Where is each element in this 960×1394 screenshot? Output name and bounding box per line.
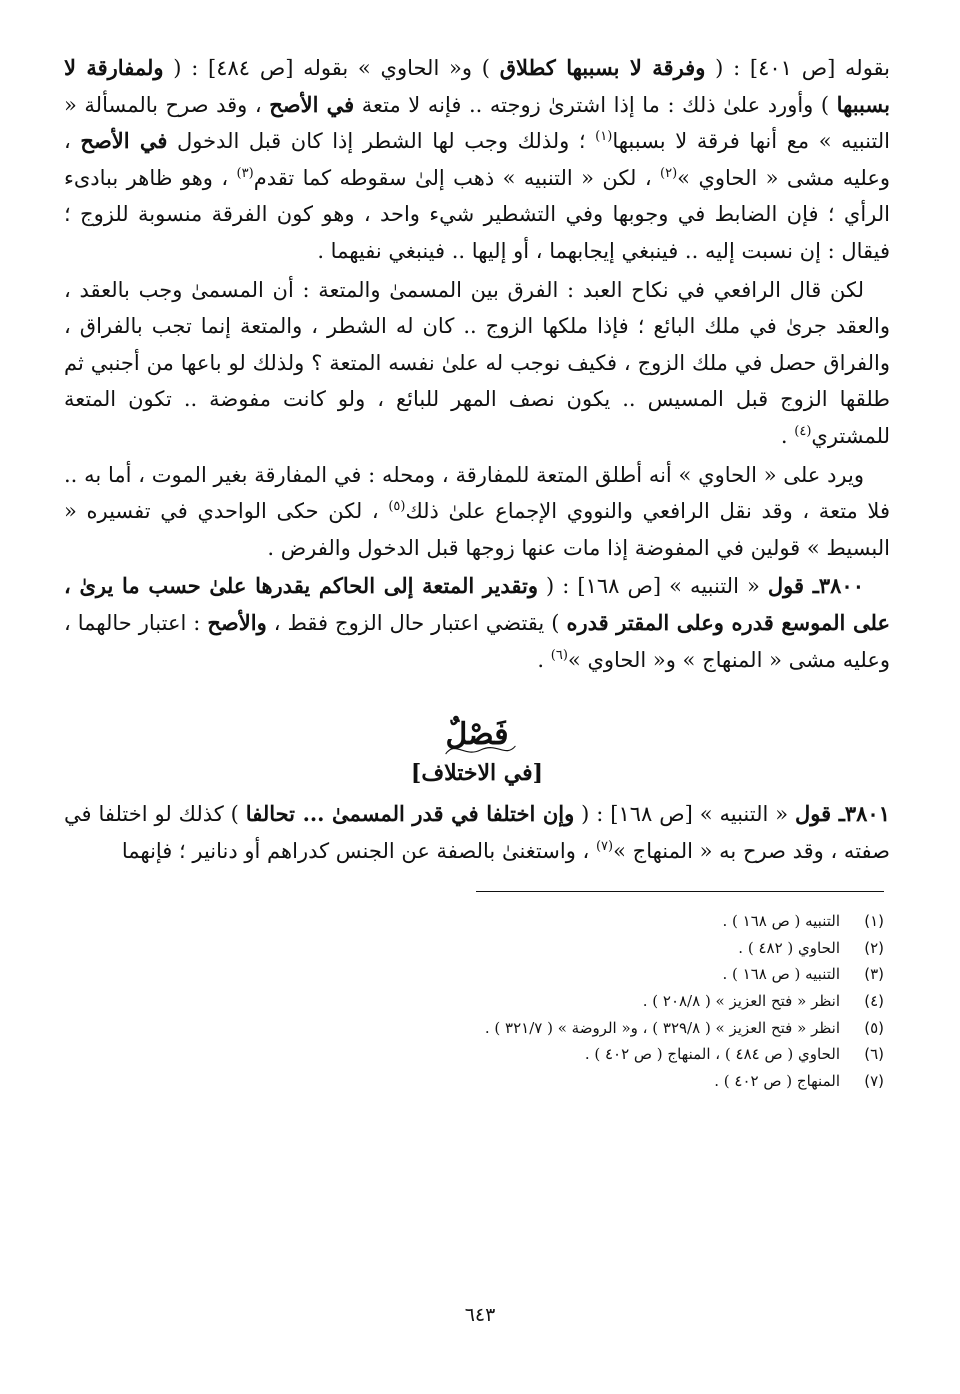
text-segment: ، لكن حكى الواحدي في تفسيره « البسيط » قولين في المفوضة إذا مات عنها زوجها قبل الدخول والفرض . (64, 499, 890, 560)
text-segment: ) وأورد علىٰ ذلك : ما إذا اشترىٰ زوجته .. فإنه لا متعة (354, 92, 837, 117)
text-segment: ، وقد صرح بالمسألة « التنبيه » مع أنها فرقة لا بسببها (64, 92, 891, 154)
body-paragraph (64, 50, 890, 270)
main-text (64, 50, 890, 678)
footnote-number: (٥) (864, 1018, 884, 1037)
text-segment: ؛ ولذلك وجب لها الشطر إذا كان قبل الدخول (167, 129, 596, 154)
footnote-reference: (١) (595, 129, 613, 145)
footnote-item (64, 908, 884, 935)
footnote-number: (٦) (864, 1045, 884, 1064)
section-ornament (435, 716, 518, 754)
bold-text-segment: والأصح (207, 609, 267, 635)
text-segment: ، لكن « التنبيه » ذهب إلىٰ سقوطه كما تقدم (253, 165, 661, 190)
text-segment: لكن قال الرافعي في نكاح العبد : الفرق بين المسمىٰ والمتعة : أن المسمىٰ وجب بالعقد ، والعقد جرىٰ في ملك البائع ؛ فإذا ملكها الزوج .. كان له الشطر ، والمتعة إنما تجب بالفراق ، والفراق حصل في ملك الزوج ، فكيف نوجب له علىٰ نفسه المتعة ؟ ولذلك لو باعها من أجنبي ثم طلقها الزوج قبل المسيس .. يكون نصف المهر للبائع ، ولو كانت مفوضة .. تكون المتعة للمشتري (64, 277, 890, 448)
footnote-number: (١) (864, 912, 884, 931)
footnote-text: الحاوي ( ص ٤٨٤ ) ، المنهاج ( ص ٤٠٢ ) . (584, 1045, 840, 1064)
bold-text-segment: في الأصح (80, 128, 168, 154)
footnote-item (64, 961, 884, 988)
footnote-number: (٢) (864, 938, 884, 957)
footnote-item (64, 1068, 884, 1095)
text-segment: ، واستغنىٰ بالصفة عن الجنس كدراهم أو دنانير ؛ فإنهما (121, 838, 596, 863)
footnote-reference: (٤) (794, 423, 812, 439)
footnote-reference: (٥) (388, 499, 406, 515)
text-segment: ) كذلك لو اختلفا في صفته ، وقد صرح به « المنهاج » (64, 802, 890, 863)
footnotes-list (64, 908, 890, 1094)
footnote-item (64, 1041, 884, 1068)
body-paragraph (64, 272, 890, 455)
text-segment: ، وعليه مشى « الحاوي » (64, 129, 891, 190)
footnote-text: التنبيه ( ص ١٦٨ ) . (722, 965, 840, 984)
footnote-reference: (٦) (550, 647, 568, 663)
last-paragraph-wrap (64, 796, 890, 869)
body-paragraph (64, 568, 890, 678)
bold-text-segment: في الأصح (269, 91, 355, 117)
text-segment: ويرد على « الحاوي » أنه أطلق المتعة للمفارقة ، ومحله : في المفارقة بغير الموت ، أما به .. فلا متعة ، وقد نقل الرافعي والنووي الإجماع علىٰ ذلك (64, 462, 891, 524)
footnote-number: (٤) (864, 992, 884, 1011)
footnote-reference: (٢) (660, 165, 678, 181)
page-number: ٦٤٣ (464, 1304, 496, 1326)
bold-text-segment: ولمفارقة لا بسببها (64, 55, 890, 117)
text-segment: . (537, 647, 551, 672)
text-segment: « التنبيه » [ص ١٦٨] : ( (538, 574, 768, 599)
footnote-text: التنبيه ( ص ١٦٨ ) . (722, 912, 840, 931)
footnote-number: (٣) (864, 965, 884, 984)
bold-text-segment: وتقدير المتعة إلى الحاكم يقدرها علىٰ حسب ما يرىٰ ، على الموسع قدره وعلى المقتر قدره (64, 573, 890, 635)
footnote-separator (476, 891, 884, 892)
text-segment: ) و« الحاوي » بقوله [ص ٤٨٤] : ( (163, 56, 500, 80)
footnote-item (64, 935, 884, 962)
text-segment: « التنبيه » [ص ١٦٨] : ( (574, 802, 795, 827)
footnote-text: انظر « فتح العزيز » ( ٣٢٩/٨ ) ، و« الروضة » ( ٣٢١/٧ ) . (484, 1018, 840, 1037)
footnote-item (64, 1015, 884, 1042)
footnote-item (64, 988, 884, 1015)
footnote-reference: (٣) (236, 165, 254, 181)
section-ornament-text: فَصْلٌ (445, 717, 509, 753)
footnote-text: المنهاج ( ص ٤٠٢ ) . (714, 1071, 840, 1090)
text-segment: ، وهو ظاهر ببادىء الرأي ؛ فإن الضابط في وجوبها وفي التشطير شيء واحد ، وهو كون الفرقة منسوبة للزوج ؛ فيقال : إن نسبت إليه .. فينبغي إيجابهما ، أو إليها .. فينبغي نفيهما . (64, 165, 890, 263)
body-paragraph (64, 457, 890, 567)
text-segment: : اعتبار حالهما ، وعليه مشى « المنهاج » و« الحاوي » (64, 610, 890, 672)
ornament-flourish-icon (439, 710, 522, 760)
bold-text-segment: وفرقة لا بسببها كطلاق (499, 55, 706, 80)
bold-text-segment: وإن اختلفا في قدر المسمىٰ ... تحالفا (245, 801, 575, 827)
text-segment: ) يقتضي اعتبار حال الزوج فقط ، (266, 610, 567, 635)
bold-text-segment: ٣٨٠١ـ قول (795, 801, 890, 827)
text-segment: . (780, 423, 795, 448)
footnote-text: انظر « فتح العزيز » ( ٢٠٨/٨ ) . (642, 992, 840, 1011)
section-title: [في الاختلاف] (410, 760, 544, 787)
bold-text-segment: ٣٨٠٠ـ قول (767, 573, 864, 599)
footnote-reference: (٧) (595, 838, 614, 854)
section-ornament-wrap (64, 716, 890, 754)
footnote-number: (٧) (864, 1071, 884, 1090)
footnote-text: الحاوي ( ٤٨٢ ) . (738, 938, 840, 957)
text-segment: بقوله [ص ٤٠١] : ( (705, 56, 891, 80)
page-body (64, 50, 890, 1394)
section-paragraph (64, 796, 890, 869)
